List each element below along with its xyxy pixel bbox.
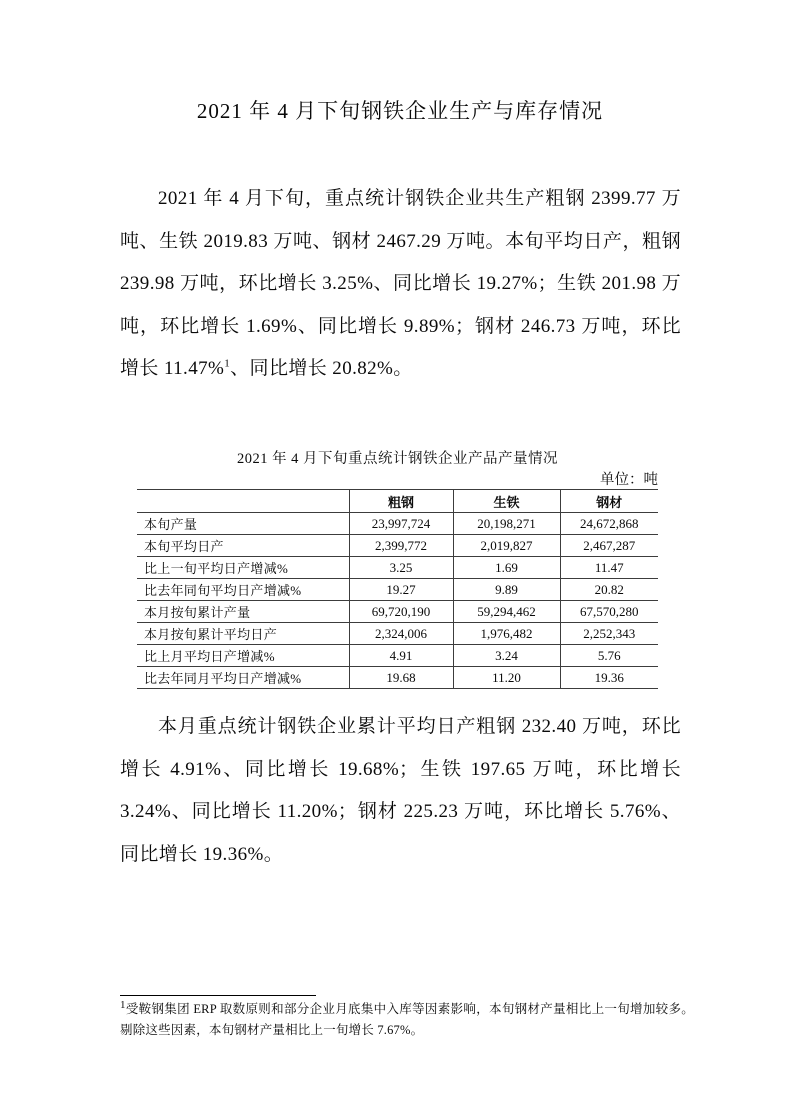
table-row bbox=[137, 601, 658, 623]
table-row bbox=[137, 667, 658, 689]
paragraph-1-text-after-ref: 、同比增长 20.82%。 bbox=[230, 358, 413, 379]
header-cell-crude-steel: 粗钢 bbox=[349, 490, 453, 513]
table-unit-label: 单位：吨 bbox=[600, 472, 658, 488]
row-label-cell: 比去年同旬平均日产增减% bbox=[137, 579, 349, 601]
value-cell: 59,294,462 bbox=[453, 601, 560, 623]
row-label-cell: 比上月平均日产增减% bbox=[137, 645, 349, 667]
value-cell: 19.36 bbox=[560, 667, 658, 689]
row-label-cell: 比上一旬平均日产增减% bbox=[137, 557, 349, 579]
table-body bbox=[137, 513, 658, 689]
value-cell: 5.76 bbox=[560, 645, 658, 667]
value-cell: 1,976,482 bbox=[453, 623, 560, 645]
value-cell: 19.27 bbox=[349, 579, 453, 601]
value-cell: 2,019,827 bbox=[453, 535, 560, 557]
value-cell: 20.82 bbox=[560, 579, 658, 601]
row-label-cell: 本月按旬累计平均日产 bbox=[137, 623, 349, 645]
value-cell: 11.20 bbox=[453, 667, 560, 689]
table-row bbox=[137, 557, 658, 579]
page-title: 2021 年 4 月下旬钢铁企业生产与库存情况 bbox=[196, 99, 604, 123]
table-caption: 2021 年 4 月下旬重点统计钢铁企业产品产量情况 bbox=[236, 451, 559, 467]
header-cell-steel-products: 钢材 bbox=[560, 490, 658, 513]
table-row bbox=[137, 623, 658, 645]
footnote-separator-rule bbox=[120, 995, 316, 996]
row-label-cell: 比去年同月平均日产增减% bbox=[137, 667, 349, 689]
value-cell: 69,720,190 bbox=[349, 601, 453, 623]
value-cell: 4.91 bbox=[349, 645, 453, 667]
table-row bbox=[137, 513, 658, 535]
paragraph-1-text: 2021 年 4 月下旬，重点统计钢铁企业共生产粗钢 2399.77 万吨、生铁 2019.83 万吨、钢材 2467.29 万吨。本旬平均日产，粗钢 239.98 万吨，环比增长 3.25%、同比增长 19.27%；生铁 201.98 万吨，环比增长 1.69%、同比增长 9.89%；钢材 246.73 万吨，环比增长 11.47% bbox=[120, 188, 681, 379]
value-cell: 1.69 bbox=[453, 557, 560, 579]
value-cell: 2,399,772 bbox=[349, 535, 453, 557]
value-cell: 2,324,006 bbox=[349, 623, 453, 645]
footnote-reference: 1 bbox=[224, 357, 231, 370]
value-cell: 24,672,868 bbox=[560, 513, 658, 535]
table-row bbox=[137, 645, 658, 667]
footnote bbox=[120, 999, 694, 1040]
row-label-cell: 本旬产量 bbox=[137, 513, 349, 535]
value-cell: 3.25 bbox=[349, 557, 453, 579]
value-cell: 20,198,271 bbox=[453, 513, 560, 535]
header-cell-pig-iron: 生铁 bbox=[453, 490, 560, 513]
value-cell: 67,570,280 bbox=[560, 601, 658, 623]
production-table bbox=[137, 489, 658, 689]
value-cell: 3.24 bbox=[453, 645, 560, 667]
footnote-marker: 1 bbox=[120, 998, 126, 1011]
value-cell: 23,997,724 bbox=[349, 513, 453, 535]
value-cell: 2,467,287 bbox=[560, 535, 658, 557]
value-cell: 2,252,343 bbox=[560, 623, 658, 645]
table-row bbox=[137, 579, 658, 601]
header-cell-blank bbox=[137, 490, 349, 513]
value-cell: 9.89 bbox=[453, 579, 560, 601]
value-cell: 11.47 bbox=[560, 557, 658, 579]
table-header-row bbox=[137, 490, 658, 513]
paragraph-2-text: 本月重点统计钢铁企业累计平均日产粗钢 232.40 万吨，环比增长 4.91%、同比增长 19.68%；生铁 197.65 万吨，环比增长 3.24%、同比增长 11.20%；钢材 225.23 万吨，环比增长 5.76%、同比增长 19.36%。 bbox=[120, 716, 681, 865]
body-paragraph-2 bbox=[120, 706, 681, 876]
table-row bbox=[137, 535, 658, 557]
body-paragraph-1 bbox=[120, 178, 681, 391]
footnote-text: 受鞍钢集团 ERP 取数原则和部分企业月底集中入库等因素影响，本旬钢材产量相比上一旬增加较多。剔除这些因素，本旬钢材产量相比上一旬增长 7.67%。 bbox=[120, 1002, 694, 1037]
value-cell: 19.68 bbox=[349, 667, 453, 689]
row-label-cell: 本旬平均日产 bbox=[137, 535, 349, 557]
row-label-cell: 本月按旬累计产量 bbox=[137, 601, 349, 623]
